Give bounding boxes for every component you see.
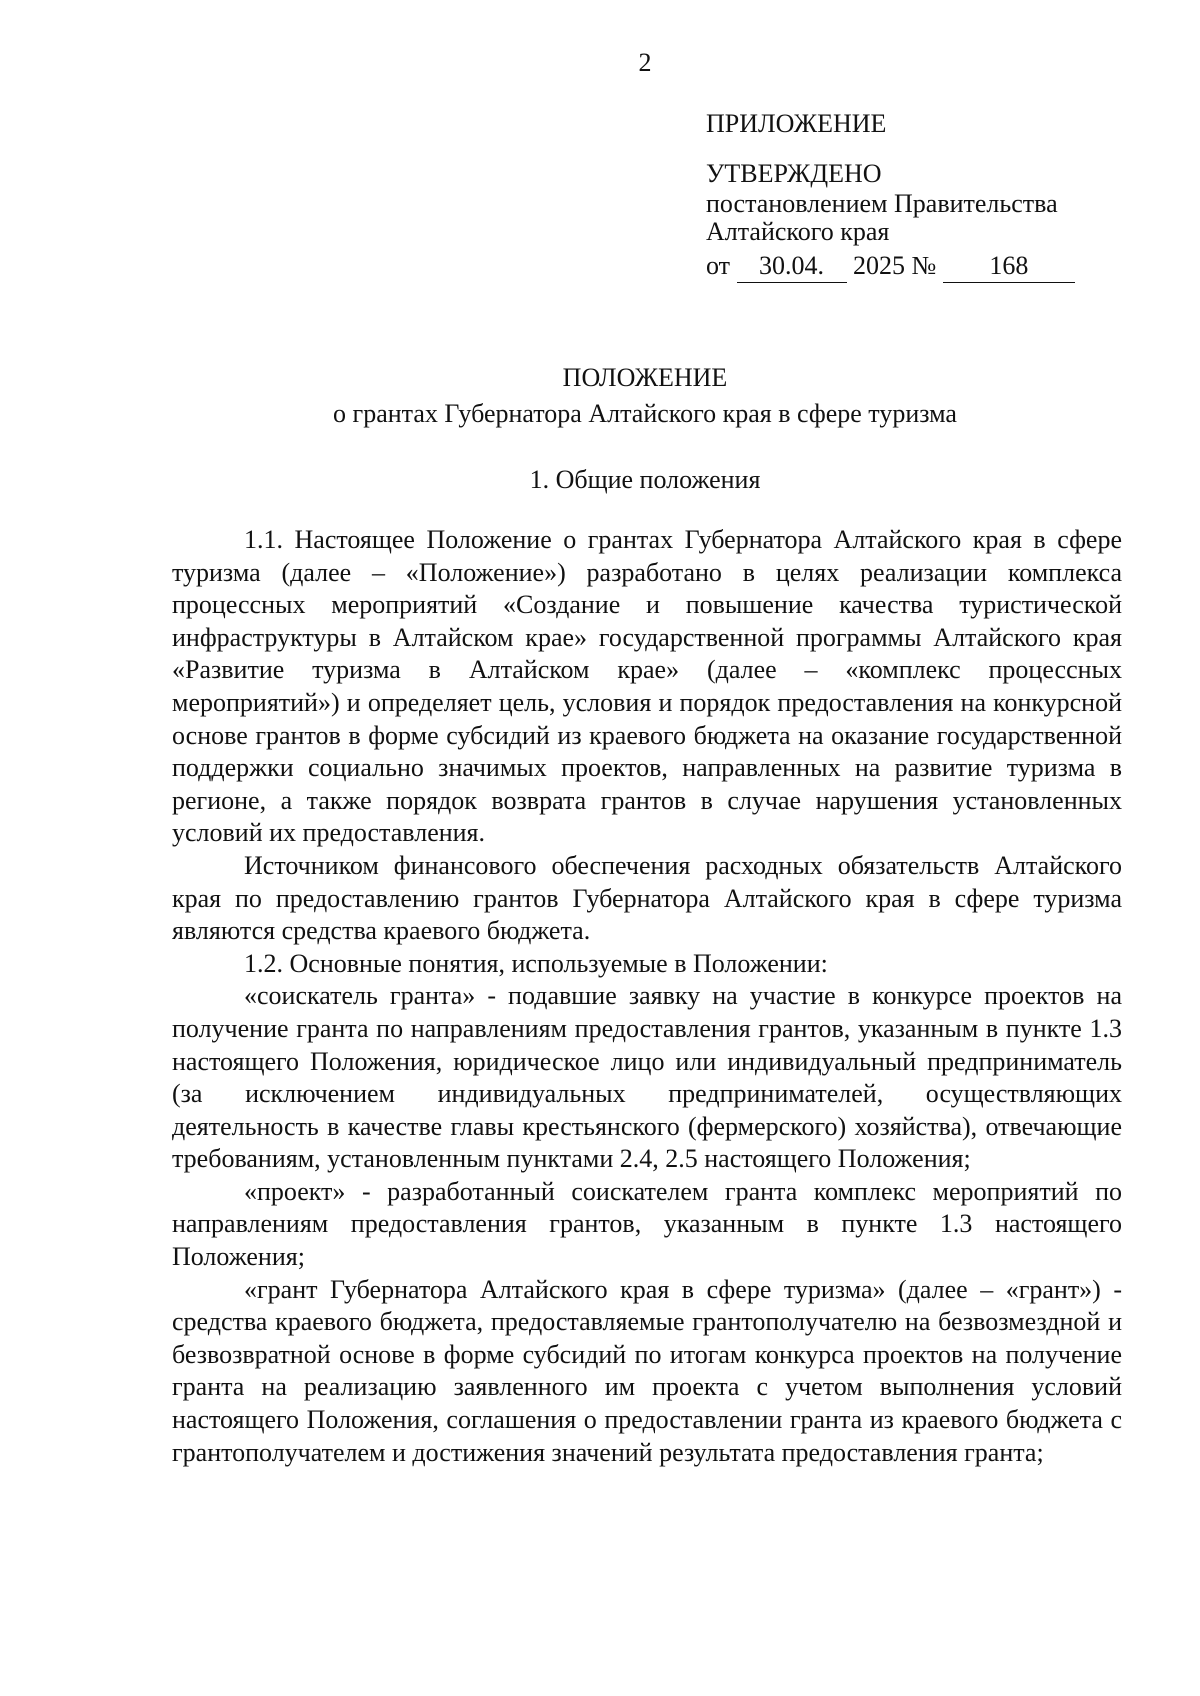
- paragraph: 1.1. Настоящее Положение о грантах Губернатора Алтайского края в сфере туризма (далее – «Положение») разработано в целях реализации комплекса процессных мероприятий «Создание и повышение качества туристической инфраструктуры в Алтайском крае» государственной программы Алтайского края «Развитие туризма в Алтайском крае» (далее – «комплекс процессных мероприятий») и определяет цель, условия и порядок предоставления на конкурсной основе грантов в форме субсидий из краевого бюджета на оказание государственной поддержки социально значимых проектов, направленных на развитие туризма в регионе, а также порядок возврата грантов в случае нарушения установленных условий их предоставления.: [172, 525, 1122, 848]
- section-heading: 1. Общие положения: [529, 465, 761, 494]
- paragraph: Источником финансового обеспечения расходных обязательств Алтайского края по предоставлению грантов Губернатора Алтайского края в сфере туризма являются средства краевого бюджета.: [172, 850, 1122, 946]
- approval-line-2: Алтайского края: [706, 217, 890, 246]
- paragraph: «проект» - разработанный соискателем гранта комплекс мероприятий по направлениям предоставления грантов, указанным в пункте 1.3 настоящего Положения;: [172, 1176, 1122, 1272]
- approval-stamp-block: [706, 104, 1106, 283]
- approval-date-line: [706, 250, 1106, 283]
- paragraph: «грант Губернатора Алтайского края в сфере туризма» (далее – «грант») - средства краевого бюджета, предоставляемые грантополучателю на безвозмездной и безвозвратной основе в форме субсидий по итогам конкурса проектов на получение гранта на реализацию заявленного им проекта с учетом выполнения условий настоящего Положения, соглашения о предоставлении гранта из краевого бюджета с грантополучателем и достижения значений результата предоставления гранта;: [172, 1274, 1122, 1467]
- appendix-label: ПРИЛОЖЕНИЕ: [706, 109, 887, 138]
- paragraph: 1.2. Основные понятия, используемые в Положении:: [244, 948, 828, 978]
- page-number: 2: [638, 48, 652, 77]
- year-number-label: 2025 №: [853, 251, 937, 280]
- approval-line-1: постановлением Правительства: [706, 189, 1058, 218]
- document-title: ПОЛОЖЕНИЕ: [562, 363, 728, 392]
- approved-label: УТВЕРЖДЕНО: [706, 159, 882, 188]
- paragraph: «соискатель гранта» - подавшие заявку на участие в конкурсе проектов на получение гранта по направлениям предоставления грантов, указанным в пункте 1.3 настоящего Положения, юридическое лицо или индивидуальный предприниматель (за исключением индивидуальных предпринимателей, осуществляющих деятельность в качестве главы крестьянского (фермерского) хозяйства), отвечающие требованиям, установленным пунктами 2.4, 2.5 настоящего Положения;: [172, 981, 1122, 1174]
- document-body: [172, 524, 1122, 1469]
- date-prefix: от: [706, 251, 731, 280]
- document-number: 168: [943, 250, 1075, 283]
- date-value: 30.04.: [737, 250, 847, 283]
- document-title-block: [170, 360, 1120, 432]
- document-subtitle: о грантах Губернатора Алтайского края в сфере туризма: [333, 399, 957, 428]
